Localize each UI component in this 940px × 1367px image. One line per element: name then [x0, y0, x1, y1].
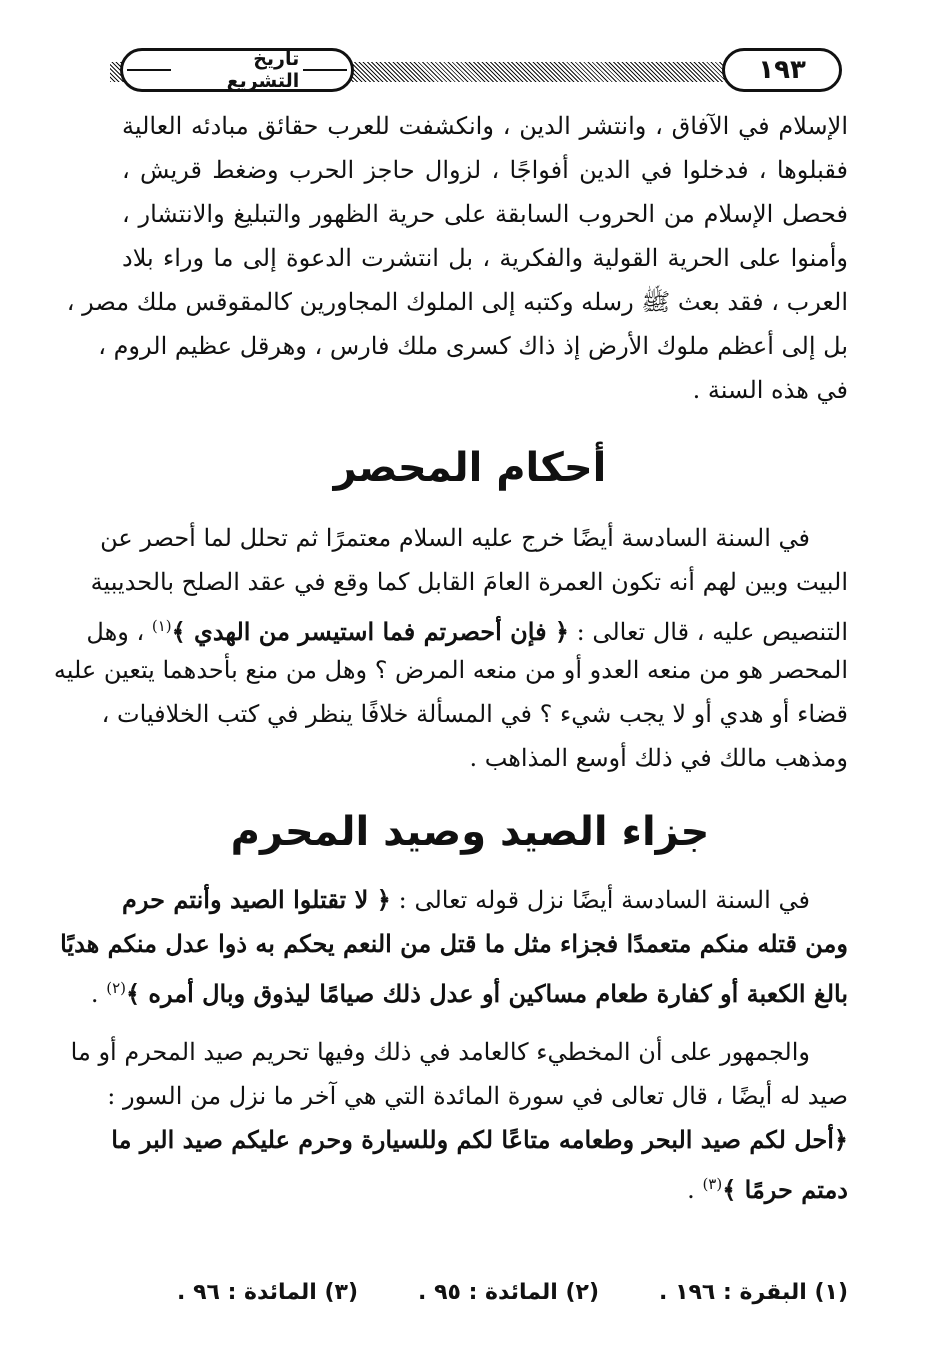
title-dash-right — [303, 69, 347, 71]
section-heading: جزاء الصيد وصيد المحرم — [230, 809, 710, 855]
text-line: وأمنوا على الحرية القولية والفكرية ، بل انتشرت الدعوة إلى ما وراء بلاد — [122, 244, 848, 272]
text-line: المحصر هو من منعه العدو أو من منعه المرض ؟ وهل من منع بأحدهما يتعين عليه — [53, 656, 848, 684]
running-title-frame — [120, 48, 354, 92]
footnote: (٢) المائدة : ٩٥ . — [418, 1280, 600, 1305]
text-line: العرب ، فقد بعث ﷺ رسله وكتبه إلى الملوك المجاورين كالمقوقس ملك مصر ، — [66, 288, 848, 316]
footnote: (٣) المائدة : ٩٦ . — [177, 1280, 359, 1305]
text-run: ، وهل — [86, 618, 145, 646]
footnote: (١) البقرة : ١٩٦ . — [659, 1280, 848, 1305]
text-line: بل إلى أعظم ملوك الأرض إذ ذاك كسرى ملك فارس ، وهرقل عظيم الروم ، — [98, 332, 848, 360]
text-line: في السنة السادسة أيضًا خرج عليه السلام معتمرًا ثم تحلل لما أحصر عن — [100, 524, 810, 552]
quran-quote-line: ﴿أحل لكم صيد البحر وطعامه متاعًا لكم وللسيارة وحرم عليكم صيد البر ما — [111, 1125, 848, 1154]
footnote-ref: (١) — [151, 617, 172, 635]
page-number-frame — [722, 48, 842, 92]
section-heading: أحكام المحصر — [333, 445, 607, 491]
text-run: . — [90, 980, 99, 1008]
text-line: الإسلام في الآفاق ، وانتشر الدين ، وانكشفت للعرب حقائق مبادئه العالية — [122, 112, 848, 140]
text-line: فحصل الإسلام من الحروب السابقة على حرية الظهور والتبليغ والانتشار ، — [122, 200, 848, 228]
text-line — [122, 1162, 848, 1212]
quran-quote-line: ومن قتله منكم متعمدًا فجزاء مثل ما قتل من النعم يحكم به ذوا عدل منكم هديًا — [60, 929, 848, 958]
text-line — [122, 878, 848, 922]
quran-quote: بالغ الكعبة أو كفارة طعام مساكين أو عدل ذلك صيامًا ليذوق وبال أمره ﴾ — [125, 979, 848, 1008]
text-line: ومذهب مالك في ذلك أوسع المذاهب . — [469, 744, 848, 772]
text-run: في السنة السادسة أيضًا نزل قوله تعالى : — [398, 886, 810, 914]
text-line: في هذه السنة . — [692, 376, 848, 404]
text-run: التنصيص عليه ، قال تعالى : — [576, 618, 848, 646]
text-line: فقبلوها ، فدخلوا في الدين أفواجًا ، لزوال حاجز الحرب وضغط قريش ، — [122, 156, 848, 184]
text-line — [90, 966, 848, 1016]
title-dash-left — [127, 69, 171, 71]
footnote-ref: (٣) — [702, 1175, 723, 1193]
footnote-ref: (٢) — [106, 979, 126, 997]
text-run: . — [687, 1176, 695, 1204]
running-title: تاريخ التشريع — [226, 48, 300, 92]
page-number: ١٩٣ — [758, 55, 806, 85]
text-line: صيد له أيضًا ، قال تعالى في سورة المائدة التي هي آخر ما نزل من السور : — [107, 1082, 848, 1110]
text-line — [86, 604, 848, 654]
quran-quote: دمتم حرمًا ﴾ — [722, 1175, 848, 1204]
text-line: قضاء أو هدي أو لا يجب شيء ؟ في المسألة خلافًا ينظر في كتب الخلافيات ، — [101, 700, 848, 728]
text-line: والجمهور على أن المخطيء كالعامد في ذلك وفيها تحريم صيد المحرم أو ما — [70, 1038, 810, 1066]
quran-quote: ﴿ لا تقتلوا الصيد وأنتم حرم — [122, 885, 391, 914]
text-line: البيت وبين لهم أنه تكون العمرة العامَ القابل كما وقع في عقد الصلح بالحديبية — [90, 568, 848, 596]
footnotes — [120, 1280, 848, 1320]
page-header — [110, 44, 852, 100]
quran-quote: ﴿ فإن أحصرتم فما استيسر من الهدي ﴾ — [171, 617, 569, 646]
